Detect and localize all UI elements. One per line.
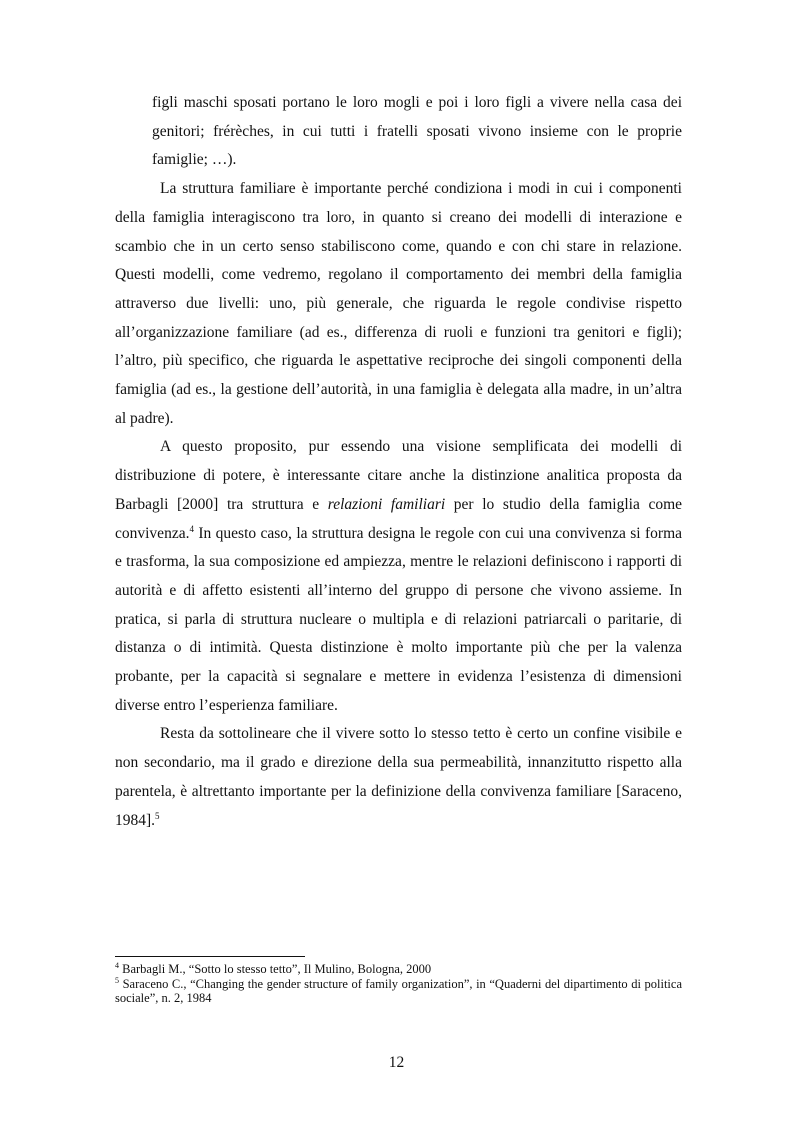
paragraph-continuation: figli maschi sposati portano le loro mogli e poi i loro figli a vivere nella casa dei genitori; frérèches, in cui tutti i fratelli sposati vivono insieme con le proprie famiglie; …). <box>152 94 682 169</box>
paragraph-text: In questo caso, la struttura designa le regole con cui una convivenza si forma e trasforma, la sua composizione ed ampiezza, mentre le relazioni definiscono i rapporti di autorità e di affetto esistenti all’interno del gruppo di persone che vivono assieme. In pratica, si parla di struttura nucleare o multipla e di relazioni patriarcali o paritarie, di distanza o di intimità. Questa distinzione è molto importante più che per la valenza probante, per la capacità si segnalare e mettere in evidenza l’esistenza di dimensioni diverse entro l’esperienza familiare. <box>115 524 682 714</box>
footnote <box>115 977 682 1005</box>
footnote-reference: 4 <box>189 523 194 534</box>
body-text <box>115 89 682 835</box>
paragraph-text: per lo studio della famiglia come convivenza. <box>115 495 683 542</box>
page-number: 12 <box>388 1054 405 1071</box>
footnote <box>115 962 682 976</box>
paragraph-text: Resta da sottolineare che il vivere sotto lo stesso tetto è certo un confine visibile e non secondario, ma il grado e direzione della sua permeabilità, innanzitutto rispetto alla parentela, è altrettanto importante per la definizione della convivenza familiare [Saraceno, 1984]. <box>115 725 682 829</box>
paragraph-text: A questo proposito, pur essendo una visione semplificata dei modelli di distribuzione di potere, è interessante citare anche la distinzione analitica proposta da Barbagli [2000] tra struttura e <box>115 438 682 513</box>
footnotes <box>115 962 682 1006</box>
footnote-text: Saraceno C., “Changing the gender structure of family organization”, in “Quaderni del dipartimento di politica sociale”, n. 2, 1984 <box>115 977 682 1005</box>
paragraph-cohabitation <box>115 720 682 835</box>
footnote-text: Barbagli M., “Sotto lo stesso tetto”, Il Mulino, Bologna, 2000 <box>122 962 432 976</box>
footnote-separator <box>115 956 305 957</box>
paragraph-barbagli-distinction <box>115 433 682 720</box>
italic-term: relazioni familiari <box>327 495 446 513</box>
footnote-number: 4 <box>115 960 119 970</box>
paragraph-family-structure: La struttura familiare è importante perché condiziona i modi in cui i componenti della famiglia interagiscono tra loro, in quanto si creano dei modelli di interazione e scambio che in un certo senso stabiliscono come, quando e con chi stare in relazione. Questi modelli, come vedremo, regolano il comportamento dei membri della famiglia attraverso due livelli: uno, più generale, che riguarda le regole condivise rispetto all’organizzazione familiare (ad es., differenza di ruoli e funzioni tra genitori e figli); l’altro, più specifico, che riguarda le aspettative reciproche dei singoli componenti della famiglia (ad es., la gestione dell’autorità, in una famiglia è delegata alla madre, in un’altra al padre). <box>115 180 682 427</box>
footnote-number: 5 <box>115 975 119 985</box>
footnote-reference: 5 <box>155 810 160 821</box>
